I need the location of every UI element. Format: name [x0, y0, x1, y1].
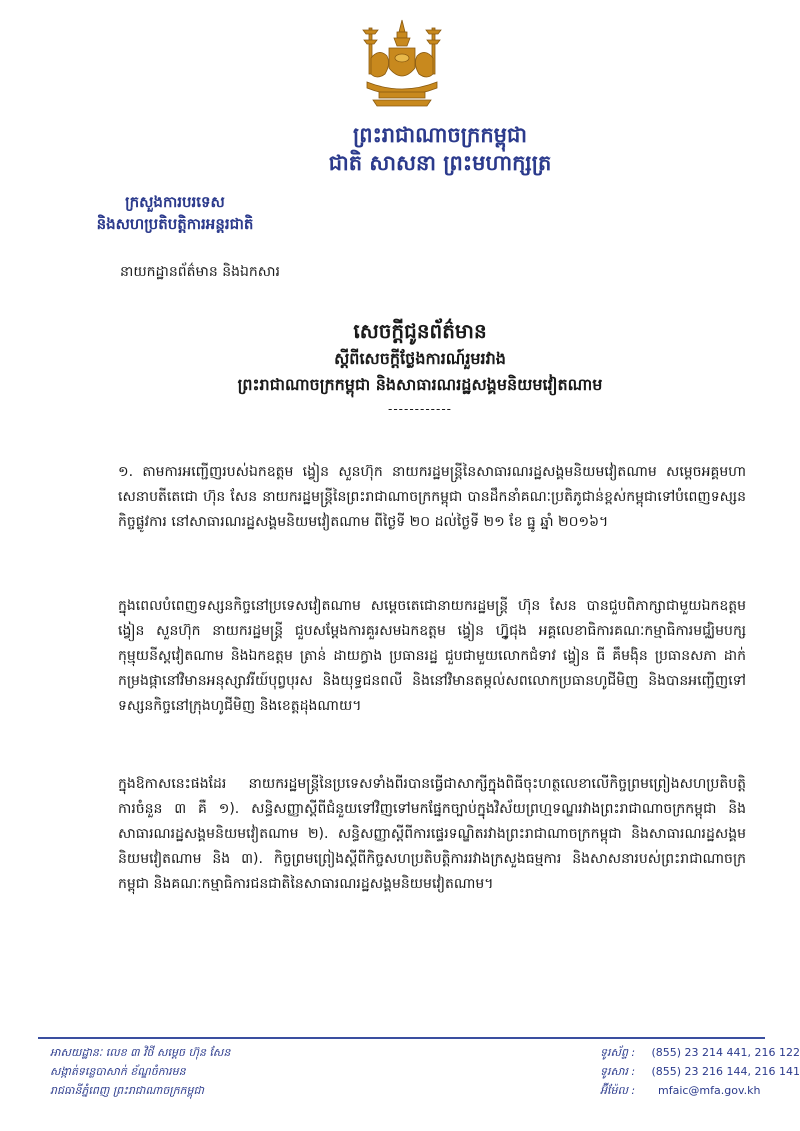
fax-value: (855) 23 216 144, 216 141 [651, 1065, 800, 1078]
email-row [600, 1081, 800, 1100]
phone-row [600, 1043, 800, 1062]
fax-label: ទូរសារ : [600, 1065, 636, 1078]
ministry-name-line1: ក្រសួងការបរទេស [125, 193, 225, 211]
document-subtitle-1: ស្ដីពីសេចក្ដីថ្លែងការណ៍រួមរវាង [334, 349, 506, 368]
address-line-3: រាជធានីភ្នំពេញ ព្រះរាជាណាចក្រកម្ពុជា [50, 1084, 204, 1097]
ministry-name-line2: និងសហប្រតិបត្តិការអន្តរជាតិ [96, 215, 254, 233]
royal-coat-of-arms-emblem [357, 18, 447, 110]
department-name: នាយកដ្ឋានព័ត៌មាន និងឯកសារ [120, 264, 280, 280]
address-line-2: សង្កាត់ទន្លេបាសាក់ ខ័ណ្ឌចំការមន [50, 1065, 186, 1078]
email-value[interactable]: mfaic@mfa.gov.kh [658, 1084, 761, 1097]
title-separator: ------------ [388, 402, 452, 416]
document-title: សេចក្ដីជូនព័ត៌មាន [353, 319, 487, 343]
document-subtitle-2: ព្រះរាជាណាចក្រកម្ពុជា និងសាធារណរដ្ឋសង្គមនិយមវៀតណាម [237, 375, 603, 394]
paragraph-1: ១. តាមការអញ្ជើញរបស់ឯកឧត្តម ង្វៀន សួនហ៊ុក នាយករដ្ឋមន្ត្រីនៃសាធារណរដ្ឋសង្គមនិយមវៀតណាម សម្ដេចអគ្គមហាសេនាបតីតេជោ ហ៊ុន សែន នាយករដ្ឋមន្ត្រីនៃព្រះរាជាណាចក្រកម្ពុជា បានដឹកនាំគណៈប្រតិភូជាន់ខ្ពស់កម្ពុជាទៅបំពេញទស្សនកិច្ចផ្លូវការ នៅសាធារណរដ្ឋសង្គមនិយមវៀតណាម ពីថ្ងៃទី ២០ ដល់ថ្ងៃទី ២១ ខែ ធ្នូ ឆ្នាំ ២០១៦។ [118, 464, 746, 530]
address-line-1: អាសយដ្ឋានៈ លេខ ៣ វិថី សម្ដេច ហ៊ុន សែន [50, 1046, 231, 1059]
footer-address [50, 1043, 470, 1100]
paragraph-2: ក្នុងពេលបំពេញទស្សនកិច្ចនៅប្រទេសវៀតណាម សម្ដេចតេជោនាយករដ្ឋមន្ត្រី ហ៊ុន សែន បានជួបពិភាក្សាជាមួយឯកឧត្តម ង្វៀន សួនហ៊ុក នាយករដ្ឋមន្ត្រី ជួបសម្ដែងការគួរសមឯកឧត្តម ង្វៀន ហ្វ៊ូជុង អគ្គលេខាធិការគណៈកម្មាធិការមជ្ឈិមបក្សកុម្មុយនីស្តវៀតណាម និងឯកឧត្តម ត្រាន់ ដាយក្វាង ប្រធានរដ្ឋ ជួបជាមួយលោកជំទាវ ង្វៀន ធី គឹមង៉ិន ប្រធានសភា ដាក់កម្រងផ្កានៅវិមានអនុស្សាវរីយ៍បុព្វបុរស និងយុទ្ធជនពលី និងនៅវិមានតម្កល់សពលោកប្រធានហូជីមិញ និងបានអញ្ជើញទៅទស្សនកិច្ចនៅក្រុងហូជីមិញ និងខេត្តដុងណាយ។ [118, 598, 746, 714]
phone-value[interactable]: (855) 23 214 441, 216 122 [651, 1046, 800, 1059]
footer-divider [38, 1037, 765, 1039]
footer-contacts [600, 1043, 800, 1100]
email-label: អ៊ីម៉ែល : [600, 1084, 636, 1097]
fax-row [600, 1062, 800, 1081]
phone-label: ទូរស័ព្ទ : [600, 1046, 636, 1059]
national-motto: ជាតិ សាសនា ព្រះមហាក្សត្រ [328, 151, 552, 175]
kingdom-name: ព្រះរាជាណាចក្រកម្ពុជា [352, 123, 527, 147]
paragraph-3: ក្នុងឱកាសនេះផងដែរ នាយករដ្ឋមន្ត្រីនៃប្រទេសទាំងពីរបានធ្វើជាសាក្សីក្នុងពិធីចុះហត្ថលេខាលើកិច្ចព្រមព្រៀងសហប្រតិបត្តិការចំនួន ៣ គឺ ១). សន្ធិសញ្ញាស្ដីពីជំនួយទៅវិញទៅមកផ្នែកច្បាប់ក្នុងវិស័យព្រហ្មទណ្ឌរវាងព្រះរាជាណាចក្រកម្ពុជា និងសាធារណរដ្ឋសង្គមនិយមវៀតណាម ២). សន្ធិសញ្ញាស្ដីពីការផ្ទេរទណ្ឌិតរវាងព្រះរាជាណាចក្រកម្ពុជា និងសាធារណរដ្ឋសង្គមនិយមវៀតណាម និង ៣). កិច្ចព្រមព្រៀងស្ដីពីកិច្ចសហប្រតិបត្តិការរវាងក្រសួងធម្មការ និងសាសនារបស់ព្រះរាជាណាចក្រកម្ពុជា និងគណៈកម្មាធិការជនជាតិនៃសាធារណរដ្ឋសង្គមនិយមវៀតណាម។ [118, 776, 746, 892]
